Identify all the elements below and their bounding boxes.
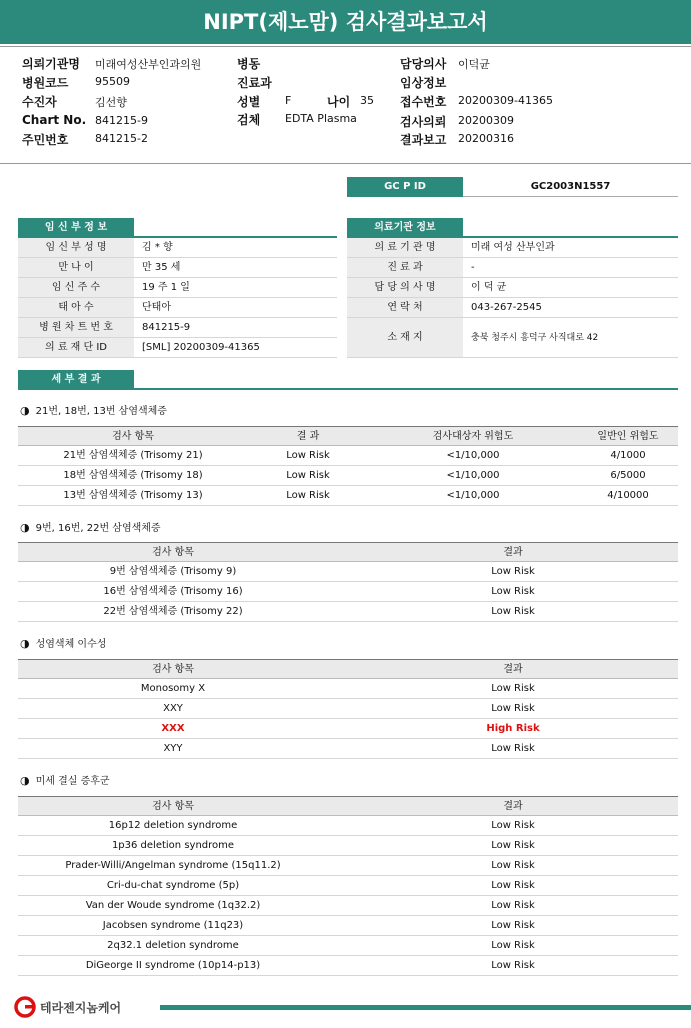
info-row xyxy=(18,258,337,278)
table-cell: Low Risk xyxy=(491,880,535,891)
info-row xyxy=(347,318,678,358)
table-cell: Low Risk xyxy=(491,606,535,617)
patient-label: 수진자 xyxy=(22,95,57,109)
column-header: 결과 xyxy=(503,664,523,675)
table-header xyxy=(18,659,678,679)
request-value: 20200309 xyxy=(458,114,514,127)
table-cell: 21번 삼염색체증 (Trisomy 21) xyxy=(63,450,203,461)
table-cell: Low Risk xyxy=(491,960,535,971)
specimen-label: 검체 xyxy=(237,113,261,127)
table-row xyxy=(18,679,678,699)
table-cell: XYY xyxy=(163,743,183,754)
doctor-value: 이덕균 xyxy=(458,58,490,71)
table-cell: 4/10000 xyxy=(607,490,649,501)
info-value: 만 35 세 xyxy=(142,262,181,273)
table-row xyxy=(18,699,678,719)
doctor-label: 담당의사 xyxy=(400,57,447,71)
table-cell: XXY xyxy=(163,703,183,714)
table-row xyxy=(18,956,678,976)
table-cell: Low Risk xyxy=(491,703,535,714)
table-cell: Low Risk xyxy=(491,820,535,831)
info-row xyxy=(18,238,337,258)
info-value: [SML] 20200309-41365 xyxy=(142,342,260,353)
info-label: 연 락 처 xyxy=(347,298,463,317)
table-row xyxy=(18,916,678,936)
table-cell: <1/10,000 xyxy=(446,470,500,481)
half-circle-icon: ◑ xyxy=(20,404,30,417)
sex-value: F xyxy=(285,94,292,107)
group-title xyxy=(20,402,167,417)
info-row xyxy=(18,318,337,338)
company-logo-icon xyxy=(14,996,36,1018)
code-value: 95509 xyxy=(95,75,130,88)
table-cell: DiGeorge II syndrome (10p14-p13) xyxy=(85,960,261,971)
ward-label: 병동 xyxy=(237,57,261,71)
table-row xyxy=(18,936,678,956)
sex-label: 성별 xyxy=(237,95,261,109)
table-row xyxy=(18,562,678,582)
rrn-label: 주민번호 xyxy=(22,133,69,147)
table-cell: <1/10,000 xyxy=(446,490,500,501)
hospital-value: 미래여성산부인과의원 xyxy=(95,58,202,71)
info-value: 김 * 향 xyxy=(142,242,173,253)
info-row xyxy=(347,298,678,318)
info-value: 043-267-2545 xyxy=(471,302,542,313)
table-cell: Low Risk xyxy=(491,683,535,694)
table-cell: Low Risk xyxy=(491,743,535,754)
table-cell: Low Risk xyxy=(491,940,535,951)
company-name: 테라젠지놈케어 xyxy=(40,1001,122,1015)
table-cell: 18번 삼염색체증 (Trisomy 18) xyxy=(63,470,203,481)
table-header xyxy=(18,542,678,562)
info-label: 만 나 이 xyxy=(18,258,134,277)
group-title-text: 미세 결실 증후군 xyxy=(35,776,110,787)
table-cell: Low Risk xyxy=(491,840,535,851)
info-value: 미래 여성 산부인과 xyxy=(471,242,555,253)
info-row xyxy=(347,258,678,278)
table-cell: 16번 삼염색체증 (Trisomy 16) xyxy=(103,586,243,597)
footer-rule xyxy=(160,1005,691,1010)
table-cell: 2q32.1 deletion syndrome xyxy=(107,940,239,951)
table-row xyxy=(18,876,678,896)
patient-header xyxy=(0,46,691,164)
institution-section-title: 의료기관 정보 xyxy=(347,218,463,237)
chart-label: Chart No. xyxy=(22,113,87,127)
column-header: 검사대상자 위험도 xyxy=(432,431,514,442)
info-value: - xyxy=(471,262,475,273)
half-circle-icon: ◑ xyxy=(20,774,30,787)
code-label: 병원코드 xyxy=(22,76,69,90)
column-header: 검사 항목 xyxy=(152,664,194,675)
dept-label: 진료과 xyxy=(237,76,272,90)
info-label: 태 아 수 xyxy=(18,298,134,317)
column-header: 결과 xyxy=(503,801,523,812)
info-value: 충북 청주시 흥덕구 사직대로 42 xyxy=(471,333,599,343)
table-row xyxy=(18,466,678,486)
age-label: 나이 xyxy=(327,95,351,109)
table-header xyxy=(18,796,678,816)
group-title xyxy=(20,519,161,534)
table-header xyxy=(18,426,678,446)
column-header: 검사 항목 xyxy=(152,547,194,558)
table-cell: XXX xyxy=(161,723,185,734)
info-label: 병 원 차 트 번 호 xyxy=(18,318,134,337)
table-row xyxy=(18,602,678,622)
table-cell: Low Risk xyxy=(491,860,535,871)
table-cell: Van der Woude syndrome (1q32.2) xyxy=(85,900,261,911)
info-label: 임 신 주 수 xyxy=(18,278,134,297)
info-label: 소 재 지 xyxy=(347,318,463,357)
table-cell: Low Risk xyxy=(491,566,535,577)
info-value: 19 주 1 일 xyxy=(142,282,190,293)
info-row xyxy=(18,298,337,318)
info-row xyxy=(347,238,678,258)
table-cell: Monosomy X xyxy=(140,683,206,694)
receipt-label: 접수번호 xyxy=(400,95,447,109)
info-label: 담 당 의 사 명 xyxy=(347,278,463,297)
info-label: 의 료 기 관 명 xyxy=(347,238,463,257)
info-label: 임 신 부 성 명 xyxy=(18,238,134,257)
table-row xyxy=(18,446,678,466)
half-circle-icon: ◑ xyxy=(20,521,30,534)
table-cell: 9번 삼염색체증 (Trisomy 9) xyxy=(109,566,237,577)
detail-section-title: 세 부 결 과 xyxy=(18,370,134,389)
table-cell: 6/5000 xyxy=(610,470,646,481)
info-label: 의 료 재 단 ID xyxy=(18,338,134,357)
clinical-label: 임상정보 xyxy=(400,76,447,90)
column-header: 일반인 위험도 xyxy=(597,431,659,442)
table-row xyxy=(18,836,678,856)
table-cell: <1/10,000 xyxy=(446,450,500,461)
pregnant-section-title: 임 신 부 정 보 xyxy=(18,218,134,237)
detail-section-rule xyxy=(18,388,678,390)
table-cell: Low Risk xyxy=(491,920,535,931)
specimen-value: EDTA Plasma xyxy=(285,112,357,125)
table-cell: High Risk xyxy=(486,723,540,734)
table-cell: Jacobsen syndrome (11q23) xyxy=(102,920,244,931)
pregnant-info-table xyxy=(18,238,337,358)
table-cell: Low Risk xyxy=(491,900,535,911)
column-header: 결과 xyxy=(503,547,523,558)
table-row xyxy=(18,582,678,602)
info-value: 841215-9 xyxy=(142,322,191,333)
group-title xyxy=(20,772,110,787)
gcpid-value: GC2003N1557 xyxy=(463,177,678,197)
table-row xyxy=(18,816,678,836)
info-row xyxy=(18,338,337,358)
table-cell: 16p12 deletion syndrome xyxy=(108,820,238,831)
group-title-text: 성염색체 이수성 xyxy=(35,639,107,650)
table-row xyxy=(18,896,678,916)
report-value: 20200316 xyxy=(458,132,514,145)
table-row xyxy=(18,486,678,506)
table-cell: Low Risk xyxy=(286,450,330,461)
info-value: 단태아 xyxy=(142,302,171,313)
patient-value: 김선향 xyxy=(95,96,127,109)
group-title xyxy=(20,635,106,650)
group-title-text: 21번, 18번, 13번 삼염색체증 xyxy=(35,406,167,417)
report-title-bar xyxy=(0,0,691,44)
table-cell: 1p36 deletion syndrome xyxy=(111,840,235,851)
request-label: 검사의뢰 xyxy=(400,115,447,129)
table-cell: 22번 삼염색체증 (Trisomy 22) xyxy=(103,606,243,617)
rrn-value: 841215-2 xyxy=(95,132,148,145)
report-label: 결과보고 xyxy=(400,133,447,147)
table-cell: Low Risk xyxy=(286,490,330,501)
table-row xyxy=(18,856,678,876)
table-cell: Prader-Willi/Angelman syndrome (15q11.2) xyxy=(65,860,281,871)
column-header: 검사 항목 xyxy=(112,431,154,442)
table-cell: Cri-du-chat syndrome (5p) xyxy=(106,880,240,891)
report-title: NIPT(제노맘) 검사결과보고서 xyxy=(203,10,488,34)
institution-info-table xyxy=(347,238,678,358)
table-cell: 4/1000 xyxy=(610,450,646,461)
table-cell: Low Risk xyxy=(286,470,330,481)
column-header: 검사 항목 xyxy=(152,801,194,812)
half-circle-icon: ◑ xyxy=(20,637,30,650)
hospital-label: 의뢰기관명 xyxy=(22,57,80,71)
age-value: 35 xyxy=(360,94,374,107)
info-row xyxy=(18,278,337,298)
table-cell: 13번 삼염색체증 (Trisomy 13) xyxy=(63,490,203,501)
info-row xyxy=(347,278,678,298)
group-title-text: 9번, 16번, 22번 삼염색체증 xyxy=(35,523,161,534)
table-row xyxy=(18,739,678,759)
info-label: 진 료 과 xyxy=(347,258,463,277)
info-value: 이 덕 균 xyxy=(471,282,507,293)
table-cell: Low Risk xyxy=(491,586,535,597)
receipt-value: 20200309-41365 xyxy=(458,94,553,107)
table-row xyxy=(18,719,678,739)
chart-value: 841215-9 xyxy=(95,114,148,127)
column-header: 결 과 xyxy=(296,431,320,442)
gcpid-label: GC P ID xyxy=(347,177,463,197)
